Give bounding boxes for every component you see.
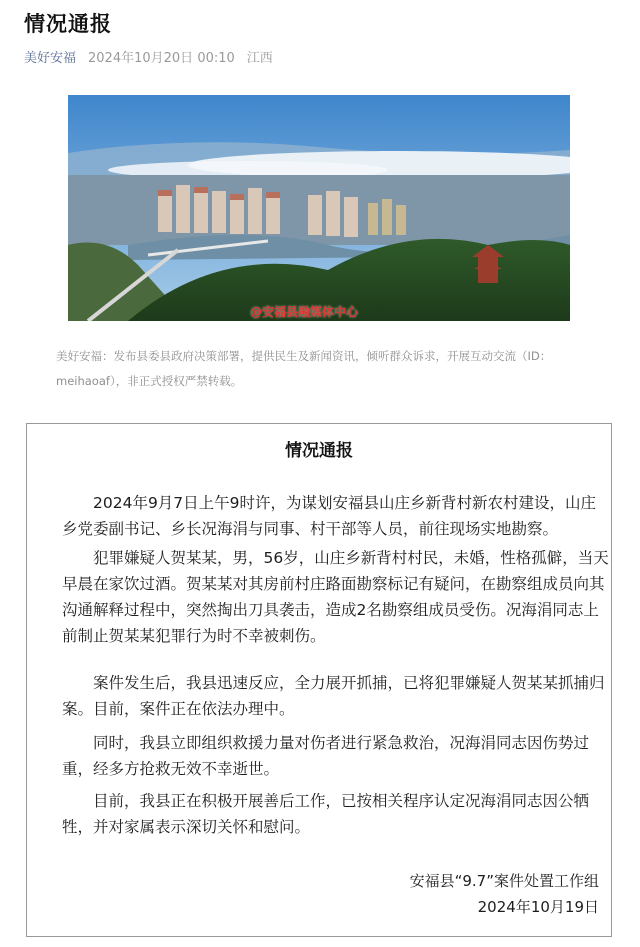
notice-paragraph: 2024年9月7日上午9时许，为谋划安福县山庄乡新背村新农村建设，山庄乡党委副书记、乡长况海涓与同事、村干部等人员，前往现场实地勘察。: [62, 494, 597, 538]
notice-box: [26, 423, 612, 937]
notice-paragraph: 犯罪嫌疑人贺某某，男，56岁，山庄乡新背村村民，未婚，性格孤僻，当天早晨在家饮过酒。贺某某对其房前村庄路面勘察标记有疑问，在勘察组成员向其沟通解释过程中，突然掏出刀具袭击，造成2名勘察组成员受伤。况海涓同志上前制止贺某某犯罪行为时不幸被刺伤。: [62, 549, 609, 645]
image-caption: 美好安福：发布县委县政府决策部署，提供民生及新闻资讯，倾听群众诉求，开展互动交流（ID：meihaoaf），非正式授权严禁转载。: [56, 349, 552, 388]
image-watermark: @安福县融媒体中心: [250, 305, 359, 319]
publish-datetime: 2024年10月20日 00:10: [88, 51, 235, 66]
notice-signer: 安福县“9.7”案件处置工作组: [409, 872, 599, 890]
publish-region: 江西: [246, 51, 273, 66]
notice-paragraph: 案件发生后，我县迅速反应，全力展开抓捕，已将犯罪嫌疑人贺某某抓捕归案。目前，案件正在依法办理中。: [62, 674, 605, 718]
notice-date: 2024年10月19日: [477, 898, 599, 916]
article-title: 情况通报: [24, 12, 112, 36]
notice-paragraph: 目前，我县正在积极开展善后工作，已按相关程序认定况海涓同志因公牺牲，并对家属表示深切关怀和慰问。: [62, 792, 590, 836]
city-landscape-photo[interactable]: [68, 95, 570, 321]
account-name-link[interactable]: 美好安福: [24, 51, 77, 66]
notice-paragraph: 同时，我县立即组织救援力量对伤者进行紧急救治，况海涓同志因伤势过重，经多方抢救无效不幸逝世。: [62, 734, 590, 778]
landscape-illustration: [68, 95, 570, 321]
article-meta: [24, 47, 273, 66]
notice-title: 情况通报: [285, 441, 353, 461]
